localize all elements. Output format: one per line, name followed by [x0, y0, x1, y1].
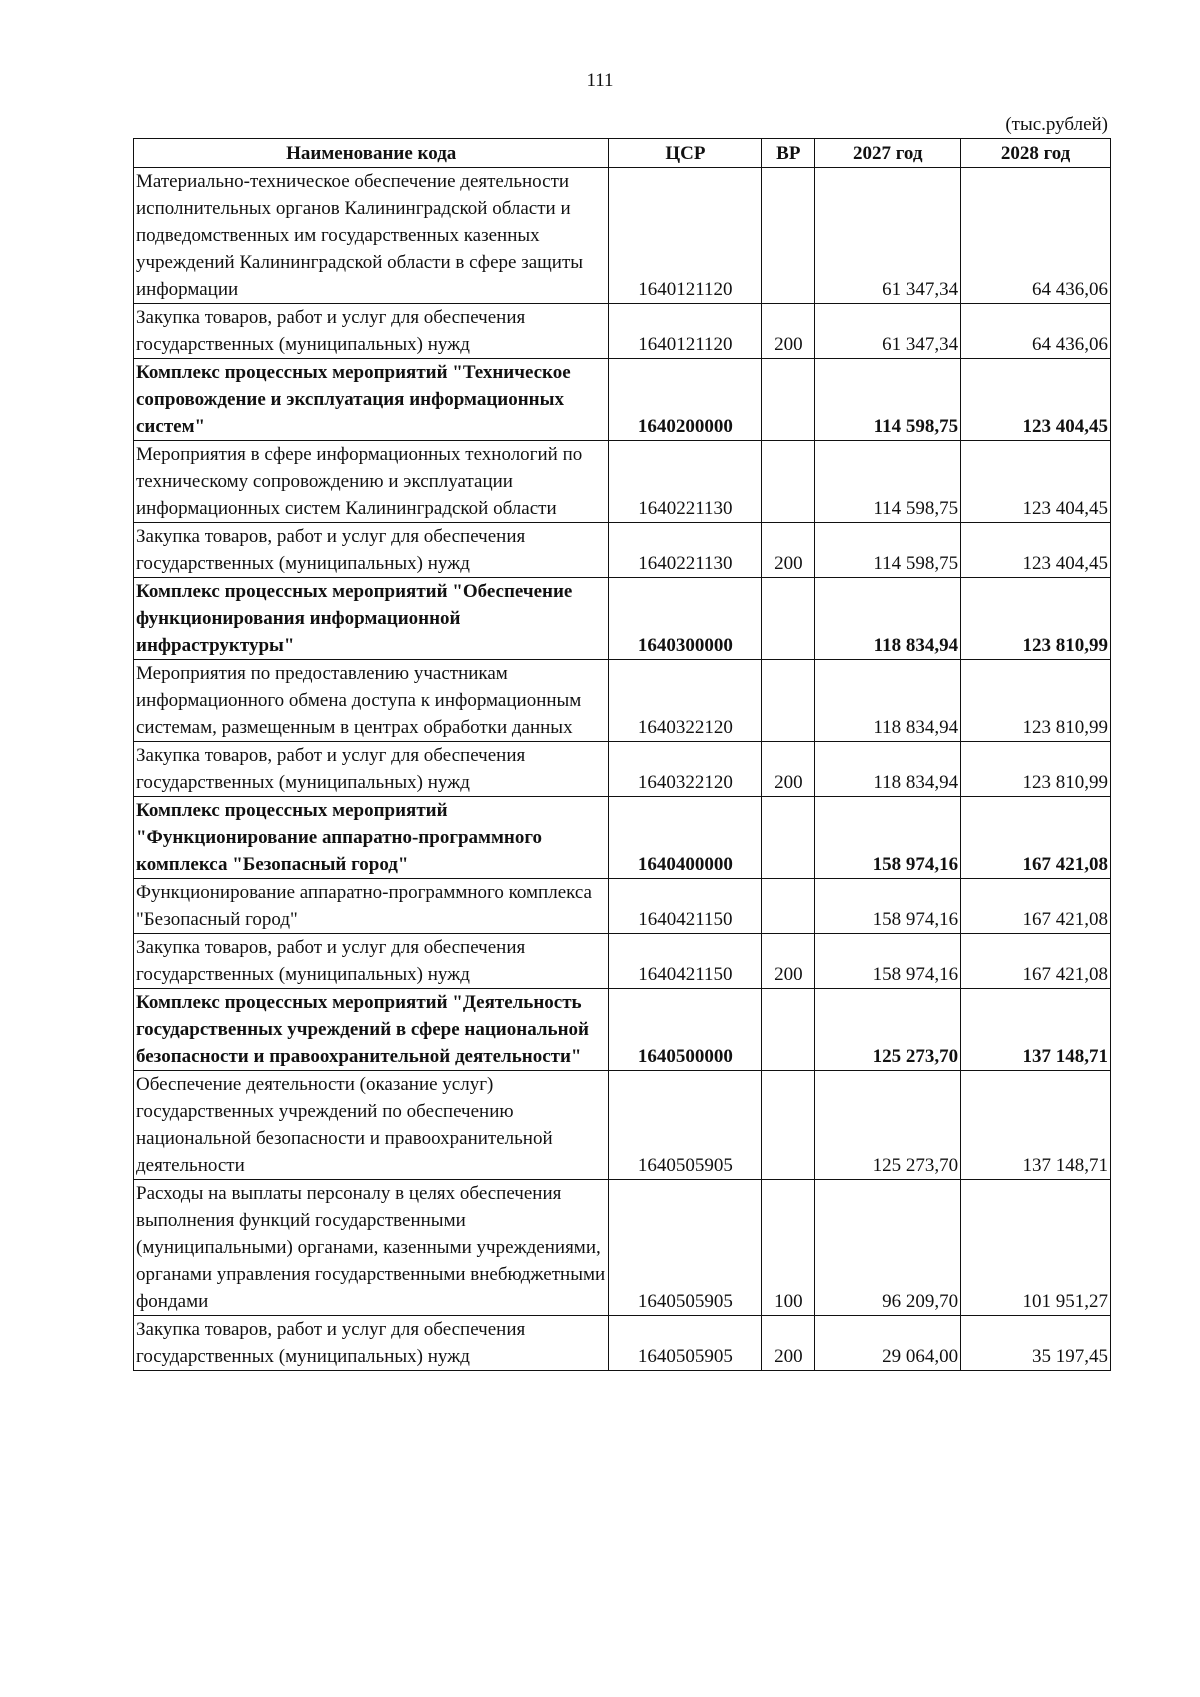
row-2028-cell: 101 951,27	[961, 1180, 1111, 1316]
row-2027-cell: 125 273,70	[815, 989, 961, 1071]
row-2028-cell: 123 810,99	[961, 742, 1111, 797]
table-row	[134, 989, 1111, 1071]
row-2027-cell: 158 974,16	[815, 934, 961, 989]
row-csr-cell: 1640322120	[609, 660, 762, 742]
row-2028-cell: 123 810,99	[961, 660, 1111, 742]
row-vr-cell: 200	[762, 523, 815, 578]
row-vr-cell	[762, 879, 815, 934]
row-2027-cell: 114 598,75	[815, 359, 961, 441]
row-2027-cell: 118 834,94	[815, 660, 961, 742]
row-name-cell: Закупка товаров, работ и услуг для обеспечения государственных (муниципальных) нужд	[134, 934, 609, 989]
row-vr-cell: 200	[762, 304, 815, 359]
table-row	[134, 934, 1111, 989]
row-csr-cell: 1640200000	[609, 359, 762, 441]
row-vr-cell	[762, 578, 815, 660]
row-2028-cell: 123 404,45	[961, 359, 1111, 441]
row-2028-cell: 123 404,45	[961, 523, 1111, 578]
row-name-cell: Функционирование аппаратно-программного комплекса "Безопасный город"	[134, 879, 609, 934]
row-name-cell: Мероприятия в сфере информационных технологий по техническому сопровождению и эксплуатации информационных систем Калининградской области	[134, 441, 609, 523]
row-2027-cell: 61 347,34	[815, 304, 961, 359]
row-csr-cell: 1640121120	[609, 168, 762, 304]
row-csr-cell: 1640221130	[609, 441, 762, 523]
row-csr-cell: 1640322120	[609, 742, 762, 797]
row-2028-cell: 35 197,45	[961, 1316, 1111, 1371]
row-2027-cell: 29 064,00	[815, 1316, 961, 1371]
table-row	[134, 1316, 1111, 1371]
table-row	[134, 742, 1111, 797]
row-vr-cell: 200	[762, 742, 815, 797]
row-name-cell: Обеспечение деятельности (оказание услуг) государственных учреждений по обеспечению национальной безопасности и правоохранительной деятельности	[134, 1071, 609, 1180]
row-csr-cell: 1640500000	[609, 989, 762, 1071]
table-header-row	[134, 139, 1111, 168]
row-csr-cell: 1640400000	[609, 797, 762, 879]
row-2028-cell: 137 148,71	[961, 989, 1111, 1071]
row-2028-cell: 123 810,99	[961, 578, 1111, 660]
row-2027-cell: 125 273,70	[815, 1071, 961, 1180]
header-2028: 2028 год	[961, 139, 1111, 168]
page-number: 111	[586, 70, 614, 91]
row-2027-cell: 158 974,16	[815, 879, 961, 934]
header-csr: ЦСР	[609, 139, 762, 168]
table-row	[134, 441, 1111, 523]
table-row	[134, 168, 1111, 304]
row-2027-cell: 118 834,94	[815, 742, 961, 797]
row-2028-cell: 64 436,06	[961, 304, 1111, 359]
table-row	[134, 523, 1111, 578]
row-2028-cell: 123 404,45	[961, 441, 1111, 523]
units-label: (тыс.рублей)	[1005, 114, 1108, 135]
row-name-cell: Мероприятия по предоставлению участникам информационного обмена доступа к информационным системам, размещенным в центрах обработки данных	[134, 660, 609, 742]
row-name-cell: Комплекс процессных мероприятий "Функционирование аппаратно-программного комплекса "Безопасный город"	[134, 797, 609, 879]
row-2028-cell: 64 436,06	[961, 168, 1111, 304]
row-csr-cell: 1640421150	[609, 879, 762, 934]
row-name-cell: Закупка товаров, работ и услуг для обеспечения государственных (муниципальных) нужд	[134, 304, 609, 359]
row-vr-cell: 200	[762, 934, 815, 989]
row-name-cell: Материально-техническое обеспечение деятельности исполнительных органов Калининградской области и подведомственных им государственных казенных учреждений Калининградской области в сфере защиты информации	[134, 168, 609, 304]
table-row	[134, 578, 1111, 660]
header-vr: ВР	[762, 139, 815, 168]
row-2028-cell: 137 148,71	[961, 1071, 1111, 1180]
row-name-cell: Закупка товаров, работ и услуг для обеспечения государственных (муниципальных) нужд	[134, 523, 609, 578]
row-vr-cell: 200	[762, 1316, 815, 1371]
row-2028-cell: 167 421,08	[961, 879, 1111, 934]
row-vr-cell	[762, 660, 815, 742]
row-2028-cell: 167 421,08	[961, 797, 1111, 879]
row-csr-cell: 1640505905	[609, 1316, 762, 1371]
row-csr-cell: 1640121120	[609, 304, 762, 359]
table-row	[134, 1180, 1111, 1316]
row-csr-cell: 1640221130	[609, 523, 762, 578]
row-vr-cell	[762, 1071, 815, 1180]
row-vr-cell	[762, 168, 815, 304]
row-2027-cell: 114 598,75	[815, 441, 961, 523]
row-csr-cell: 1640505905	[609, 1180, 762, 1316]
row-vr-cell	[762, 797, 815, 879]
row-2027-cell: 118 834,94	[815, 578, 961, 660]
budget-table	[133, 138, 1111, 1371]
table-row	[134, 304, 1111, 359]
row-vr-cell: 100	[762, 1180, 815, 1316]
row-csr-cell: 1640505905	[609, 1071, 762, 1180]
row-vr-cell	[762, 441, 815, 523]
row-2027-cell: 96 209,70	[815, 1180, 961, 1316]
row-csr-cell: 1640421150	[609, 934, 762, 989]
table-row	[134, 1071, 1111, 1180]
row-name-cell: Закупка товаров, работ и услуг для обеспечения государственных (муниципальных) нужд	[134, 742, 609, 797]
table-row	[134, 359, 1111, 441]
table-row	[134, 660, 1111, 742]
header-name: Наименование кода	[134, 139, 609, 168]
row-vr-cell	[762, 989, 815, 1071]
row-name-cell: Закупка товаров, работ и услуг для обеспечения государственных (муниципальных) нужд	[134, 1316, 609, 1371]
row-2027-cell: 114 598,75	[815, 523, 961, 578]
table-row	[134, 879, 1111, 934]
row-2027-cell: 158 974,16	[815, 797, 961, 879]
row-name-cell: Расходы на выплаты персоналу в целях обеспечения выполнения функций государственными (муниципальными) органами, казенными учреждениями, органами управления государственными внебюджетными фондами	[134, 1180, 609, 1316]
table-row	[134, 797, 1111, 879]
header-2027: 2027 год	[815, 139, 961, 168]
row-2028-cell: 167 421,08	[961, 934, 1111, 989]
row-vr-cell	[762, 359, 815, 441]
row-name-cell: Комплекс процессных мероприятий "Деятельность государственных учреждений в сфере национальной безопасности и правоохранительной деятельности"	[134, 989, 609, 1071]
row-2027-cell: 61 347,34	[815, 168, 961, 304]
row-name-cell: Комплекс процессных мероприятий "Техническое сопровождение и эксплуатация информационных систем"	[134, 359, 609, 441]
row-csr-cell: 1640300000	[609, 578, 762, 660]
row-name-cell: Комплекс процессных мероприятий "Обеспечение функционирования информационной инфраструктуры"	[134, 578, 609, 660]
